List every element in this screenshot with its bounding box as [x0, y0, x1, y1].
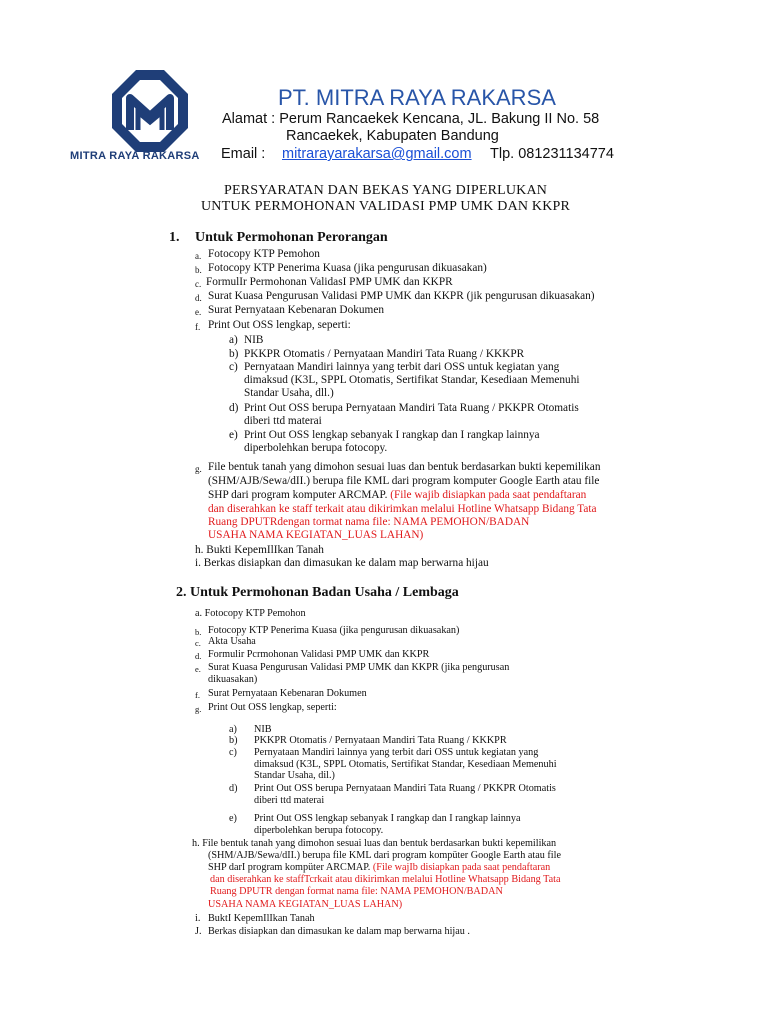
item-label: d.	[195, 293, 202, 303]
s1-sub-d-2: diberi ttd materai	[244, 415, 322, 427]
s1-item-e: Surat Pernyataan Kebenaran Dokumen	[208, 304, 384, 316]
item-label: e.	[195, 664, 201, 674]
s2-sub-d-2: diberi ttd materai	[254, 795, 325, 806]
phone-number: Tlp. 081231134774	[490, 146, 614, 162]
s1-item-d: Surat Kuasa Pengurusan Validasi PMP UMK dan KKPR (jik pengurusan dikuasakan)	[208, 290, 595, 302]
address-line-2: Rancaekek, Kabupaten Bandung	[286, 128, 499, 144]
item-label: i.	[195, 913, 201, 924]
sub-label: b)	[229, 735, 238, 746]
item-label: a.	[195, 251, 202, 261]
s2-note-start: (File wajIb disiapkan pada saat pendaftaran	[372, 862, 551, 873]
s1-sub-a: NIB	[244, 334, 264, 346]
s1-item-f: Print Out OSS lengkap, seperti:	[208, 319, 351, 331]
s2-item-g: Print Out OSS lengkap, seperti:	[208, 702, 337, 713]
s2-item-e-1: Surat Kuasa Pengurusan Validasi PMP UMK dan KKPR (jika pengurusan	[208, 662, 510, 673]
sub-label: c)	[229, 361, 238, 373]
s2-item-f: Surat Pernyataan Kebenaran Dokumen	[208, 688, 367, 699]
sub-label: a)	[229, 334, 238, 346]
s2-item-b: Fotocopy KTP Penerima Kuasa (jika pengurusan dikuasakan)	[208, 625, 460, 636]
document-title-line-2: UNTUK PERMOHONAN VALIDASI PMP UMK DAN KKPR	[201, 199, 571, 214]
s1-item-h: h. Bukti KepemIlIkan Tanah	[195, 544, 324, 556]
s2-sub-c-3: Standar Usaha, dil.)	[254, 770, 335, 781]
s1-sub-c-2: dimaksud (K3L, SPPL Otomatis, Sertifikat Standar, Kesediaan Memenuhi	[244, 374, 580, 386]
item-label: g.	[195, 704, 202, 714]
s1-item-g-2: (SHM/AJB/Sewa/dII.) berupa file KML dari program komputer Google Earth atau file	[208, 475, 600, 487]
s2-item-a: a. Fotocopy KTP Pemohon	[195, 608, 306, 619]
item-label: c.	[195, 638, 201, 648]
item-label: b.	[195, 265, 202, 275]
s2-item-c: Akta Usaha	[208, 636, 256, 647]
item-label: g.	[195, 464, 202, 474]
sub-label: c)	[229, 747, 237, 758]
email-label: Email :	[221, 146, 266, 162]
sub-label: e)	[229, 429, 238, 441]
item-label: J.	[195, 926, 202, 937]
item-label: e.	[195, 307, 202, 317]
s1-item-a: Fotocopy KTP Pemohon	[208, 248, 320, 260]
s1-item-c: FormulIr Permohonan ValidasI PMP UMK dan KKPR	[206, 276, 453, 288]
s2-sub-c-2: dimaksud (K3L, SPPL Otomatis, Sertifikat Standar, Kesediaan Memenuhi	[254, 759, 557, 770]
section-1-heading: Untuk Permohonan Perorangan	[195, 230, 388, 245]
s1-note-line-2: dan diserahkan ke staff terkait atau dikirimkan melalui Hotline Whatsapp Bidang Tata	[208, 503, 597, 515]
s2-item-h-2: (SHM/AJB/Sewa/dII.) berupa file KML dari program kompüter Google Earth atau file	[208, 850, 561, 861]
s2-note-line-3: Ruang DPUTR dengan format nama file: NAMA PEMOHON/BADAN	[210, 886, 503, 897]
item-label: c.	[195, 279, 202, 289]
s2-note-line-2: dan diserahkan ke staffTcrkait atau dikirimkan melalui Hotline Whatsapp Bidang Tata	[210, 874, 561, 885]
document-title-line-1: PERSYARATAN DAN BEKAS YANG DIPERLUKAN	[224, 183, 548, 198]
s1-sub-c-3: Standar Usaha, dll.)	[244, 387, 334, 399]
sub-label: b)	[229, 348, 239, 360]
sub-label: a)	[229, 724, 237, 735]
s2-sub-b: PKKPR Otomatis / Pernyataan Mandiri Tata Ruang / KKKPR	[254, 735, 507, 746]
item-label: f.	[195, 690, 200, 700]
s1-item-b: Fotocopy KTP Penerima Kuasa (jika pengurusan dikuasakan)	[208, 262, 487, 274]
email-link[interactable]: mitrarayarakarsa@gmail.com	[282, 146, 472, 162]
item-label: b.	[195, 627, 202, 637]
s1-note-line-4: USAHA NAMA KEGIATAN_LUAS LAHAN)	[208, 529, 424, 541]
section-2-heading: 2. Untuk Permohonan Badan Usaha / Lembaga	[176, 585, 459, 600]
s2-sub-e-1: Print Out OSS lengkap sebanyak I rangkap dan I rangkap lainnya	[254, 813, 521, 824]
sub-label: e)	[229, 813, 237, 824]
s2-sub-e-2: diperbolehkan berupa fotocopy.	[254, 825, 384, 836]
s1-item-g-3: SHP dari program komputer ARCMAP. (File wajib disiapkan pada saat pendaftaran	[208, 489, 587, 501]
s2-note-line-4: USAHA NAMA KEGIATAN_LUAS LAHAN)	[208, 899, 403, 910]
s2-item-h-3: SHP darI program kompüter ARCMAP. (File wajIb disiapkan pada saat pendaftaran	[208, 862, 551, 873]
section-1-number: 1.	[169, 230, 180, 245]
s1-note-start: (File wajib disiapkan pada saat pendaftaran	[390, 489, 587, 501]
s1-item-g-1: File bentuk tanah yang dimohon sesuai luas dan bentuk berdasarkan bukti kepemilikan	[208, 461, 601, 473]
sub-label: d)	[229, 402, 239, 414]
s1-sub-d-1: Print Out OSS berupa Pernyataan Mandiri Tata Ruang / PKKPR Otomatis	[244, 402, 579, 414]
s2-item-i: BuktI KepemIlIkan Tanah	[208, 913, 315, 924]
company-name: PT. MITRA RAYA RAKARSA	[278, 85, 556, 110]
logo-text: MITRA RAYA RAKARSA	[70, 150, 200, 162]
s2-item-d: Formulir Pcrmohonan Validasi PMP UMK dan KKPR	[208, 649, 430, 660]
s1-sub-c-1: Pernyataan Mandiri lainnya yang terbit dari OSS untuk kegiatan yang	[244, 361, 560, 373]
s2-item-j: Berkas disiapkan dan dimasukan ke dalam map berwarna hijau .	[208, 926, 470, 937]
address-line-1: Alamat : Perum Rancaekek Kencana, JL. Bakung II No. 58	[222, 111, 600, 127]
item-label: d.	[195, 651, 202, 661]
s1-item-i: i. Berkas disiapkan dan dimasukan ke dalam map berwarna hijau	[195, 557, 489, 569]
s1-sub-e-1: Print Out OSS lengkap sebanyak I rangkap dan I rangkap lainnya	[244, 429, 540, 441]
s2-sub-d-1: Print Out OSS berupa Pernyataan Mandiri Tata Ruang / PKKPR Otomatis	[254, 783, 556, 794]
s2-sub-c-1: Pernyataan Mandiri lainnya yang terbit dari OSS untuk kegiatan yang	[254, 747, 539, 758]
s1-sub-b: PKKPR Otomatis / Pernyataan Mandiri Tata Ruang / KKKPR	[244, 348, 525, 360]
sub-label: d)	[229, 783, 238, 794]
s2-item-h-1: h. File bentuk tanah yang dimohon sesuai luas dan bentuk berdasarkan bukti kepemilikan	[192, 838, 557, 849]
s2-sub-a: NIB	[254, 724, 272, 735]
s1-sub-e-2: diperbolehkan berupa fotocopy.	[244, 442, 388, 454]
s2-item-e-2: dikuasakan)	[208, 674, 258, 685]
item-label: f.	[195, 322, 201, 332]
s1-note-line-3: Ruang DPUTRdengan tormat nama file: NAMA PEMOHON/BADAN	[208, 516, 530, 528]
